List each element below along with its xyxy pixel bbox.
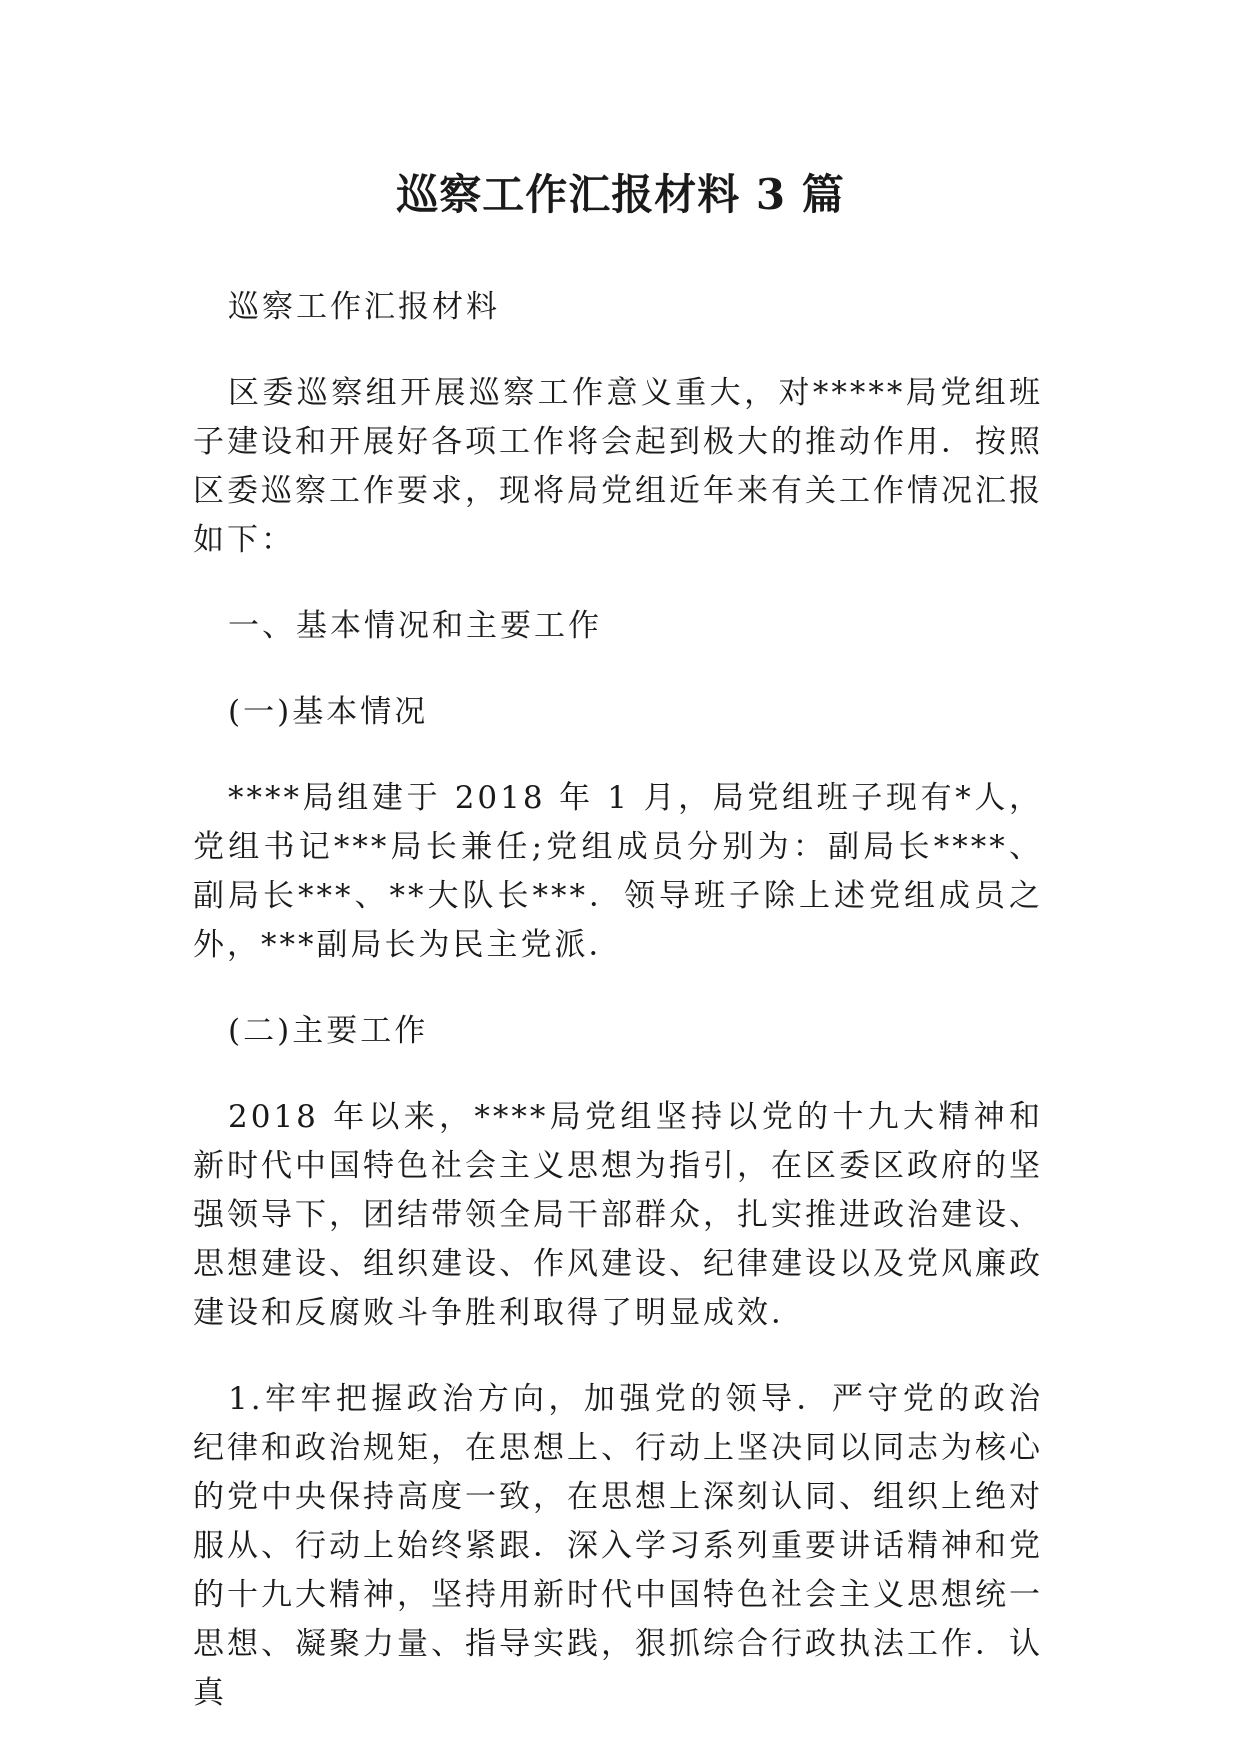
subsection-heading-main-work: (二)主要工作 [228,1013,429,1049]
paragraph-political-direction: 1.牢牢把握政治方向，加强党的领导．严守党的政治纪律和政治规矩，在思想上、行动上坚决同以同志为核心的党中央保持高度一致，在思想上深刻认同、组织上绝对服从、行动上始终紧跟．深入学习系列重要讲话精神和党的十九大精神，坚持用新时代中国特色社会主义思想统一思想、凝聚力量、指导实践，狠抓综合行政执法工作．认真 [193,1381,1043,1711]
document-body [193,283,1043,1755]
paragraph-intro: 区委巡察组开展巡察工作意义重大，对*****局党组班子建设和开展好各项工作将会起到极大的推动作用．按照区委巡察工作要求，现将局党组近年来有关工作情况汇报如下： [193,375,1043,558]
document-title: 巡察工作汇报材料 3 篇 [396,170,845,219]
paragraph-basic-situation: ****局组建于 2018 年 1 月，局党组班子现有*人，党组书记***局长兼任;党组成员分别为：副局长****、副局长***、**大队长***．领导班子除上述党组成员之外，***副局长为民主党派． [193,780,1043,963]
subsection-heading-basic-situation: (一)基本情况 [228,694,429,730]
section-heading-report: 巡察工作汇报材料 [228,289,500,325]
section-heading-basic-and-main-work: 一、基本情况和主要工作 [228,608,602,644]
paragraph-main-work: 2018 年以来，****局党组坚持以党的十九大精神和新时代中国特色社会主义思想为指引，在区委区政府的坚强领导下，团结带领全局干部群众，扎实推进政治建设、思想建设、组织建设、作风建设、纪律建设以及党风廉政建设和反腐败斗争胜利取得了明显成效． [193,1099,1043,1331]
